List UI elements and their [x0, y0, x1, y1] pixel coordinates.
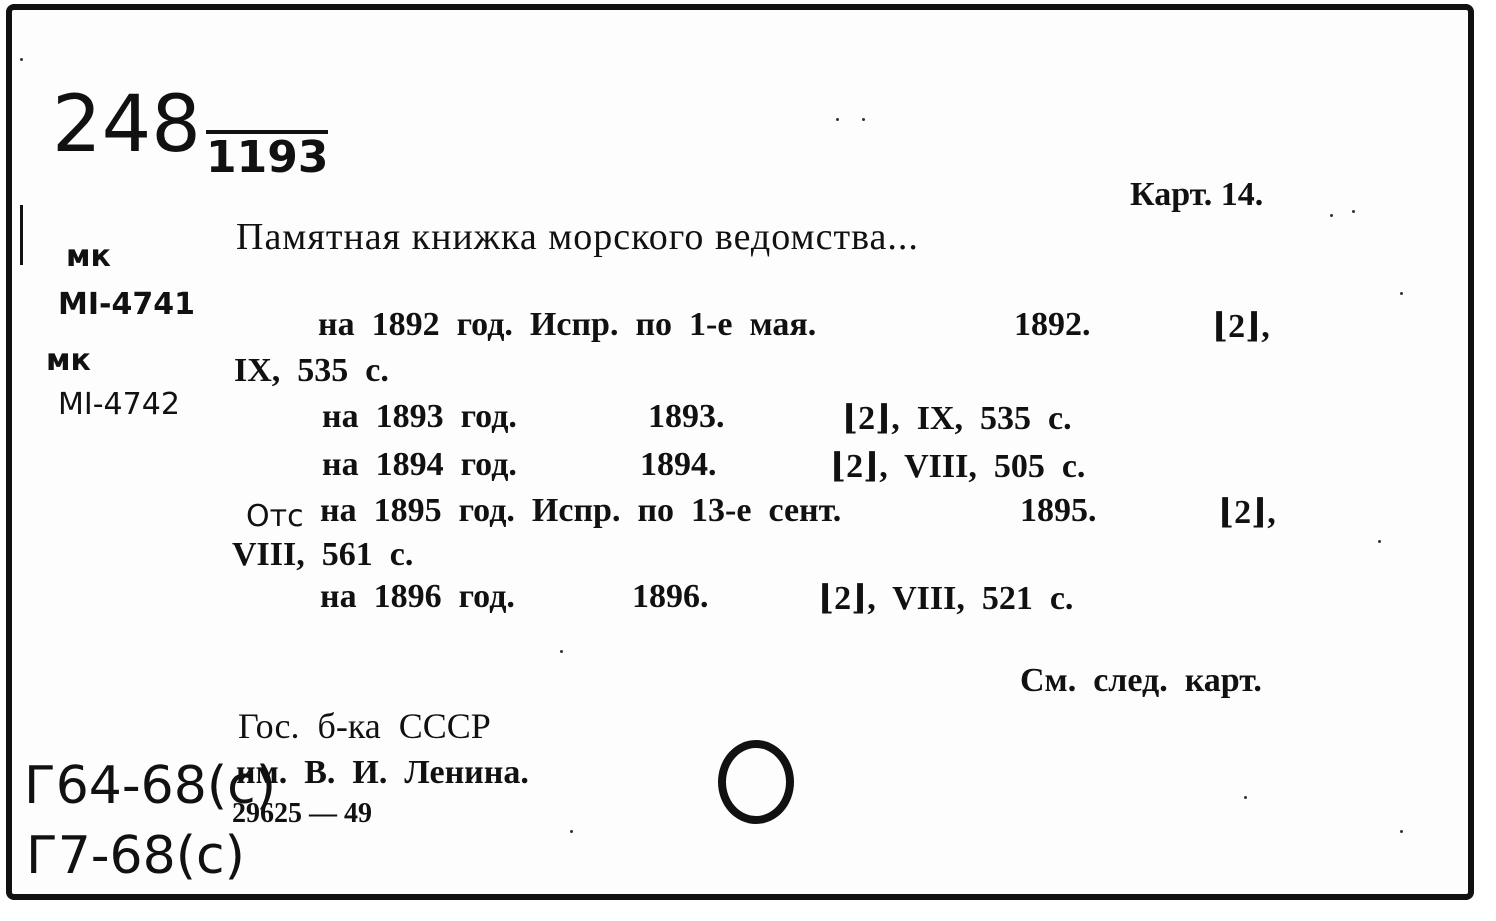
speck: [1244, 796, 1247, 799]
margin-note-4: МI-4742: [58, 387, 180, 422]
entry-1896: на 1896 год.: [320, 578, 515, 615]
speck: [560, 650, 563, 653]
entry-1895-pages: VIII, 561 с.: [232, 536, 414, 573]
speck: [836, 118, 839, 121]
volume-count: 2: [846, 448, 864, 485]
entry-1894: на 1894 год.: [322, 446, 517, 483]
volume-count: 2: [1234, 494, 1252, 531]
margin-note-2: МI-4741: [58, 287, 195, 322]
entry-1894-year: 1894.: [640, 446, 717, 483]
entry-1892: на 1892 год. Испр. по 1-е мая.: [318, 306, 817, 343]
entry-1895: на 1895 год. Испр. по 13-е сент.: [320, 492, 842, 529]
volume-tail: ,: [1261, 308, 1270, 345]
library-line-2: им. В. И. Ленина.: [236, 754, 529, 791]
volume-tail: ,: [1267, 494, 1276, 531]
library-line-1: Гос. б-ка СССР: [238, 706, 491, 746]
entry-1894-details: ⌊2⌋, VIII, 505 с.: [830, 448, 1086, 485]
entry-1892-volumes: ⌊2⌋,: [1212, 308, 1270, 345]
entry-1895-year: 1895.: [1020, 492, 1097, 529]
margin-mark: [20, 205, 23, 265]
volume-count: 2: [834, 580, 852, 617]
volume-tail: , IX, 535 с.: [891, 400, 1072, 437]
speck: [570, 830, 573, 833]
location-stamp-2: Г7-68(с): [26, 826, 245, 886]
speck: [20, 58, 23, 61]
entry-1893-details: ⌊2⌋, IX, 535 с.: [842, 400, 1072, 437]
see-next-card: См. след. карт.: [1020, 662, 1262, 699]
print-number: 29625 — 49: [232, 798, 372, 829]
entry-1892-pages: IX, 535 с.: [234, 352, 389, 389]
entry-1893: на 1893 год.: [322, 398, 517, 435]
volume-tail: , VIII, 521 с.: [867, 580, 1074, 617]
margin-note-1: мк: [66, 239, 111, 274]
card-number: Карт. 14.: [1130, 176, 1264, 213]
speck: [1400, 830, 1403, 833]
speck: [862, 118, 865, 121]
speck: [1378, 540, 1381, 543]
entry-1893-year: 1893.: [648, 398, 725, 435]
call-number: 248: [52, 80, 201, 170]
entry-1895-mark: Отс: [246, 499, 304, 534]
entry-1896-year: 1896.: [632, 578, 709, 615]
volume-count: 2: [1228, 308, 1246, 345]
volume-tail: , VIII, 505 с.: [879, 448, 1086, 485]
call-number-sub: 1193: [206, 132, 329, 183]
punch-hole: [718, 740, 794, 824]
speck: [1400, 292, 1403, 295]
entry-1892-year: 1892.: [1014, 306, 1091, 343]
card-title: Памятная книжка морского ведомства...: [236, 216, 919, 258]
speck: [1352, 210, 1355, 213]
entry-1896-details: ⌊2⌋, VIII, 521 с.: [818, 580, 1074, 617]
entry-1895-volumes: ⌊2⌋,: [1218, 494, 1276, 531]
margin-note-3: мк: [46, 343, 91, 378]
location-stamp-1: Г64-68(с): [24, 756, 276, 816]
speck: [1330, 214, 1333, 217]
volume-count: 2: [858, 400, 876, 437]
